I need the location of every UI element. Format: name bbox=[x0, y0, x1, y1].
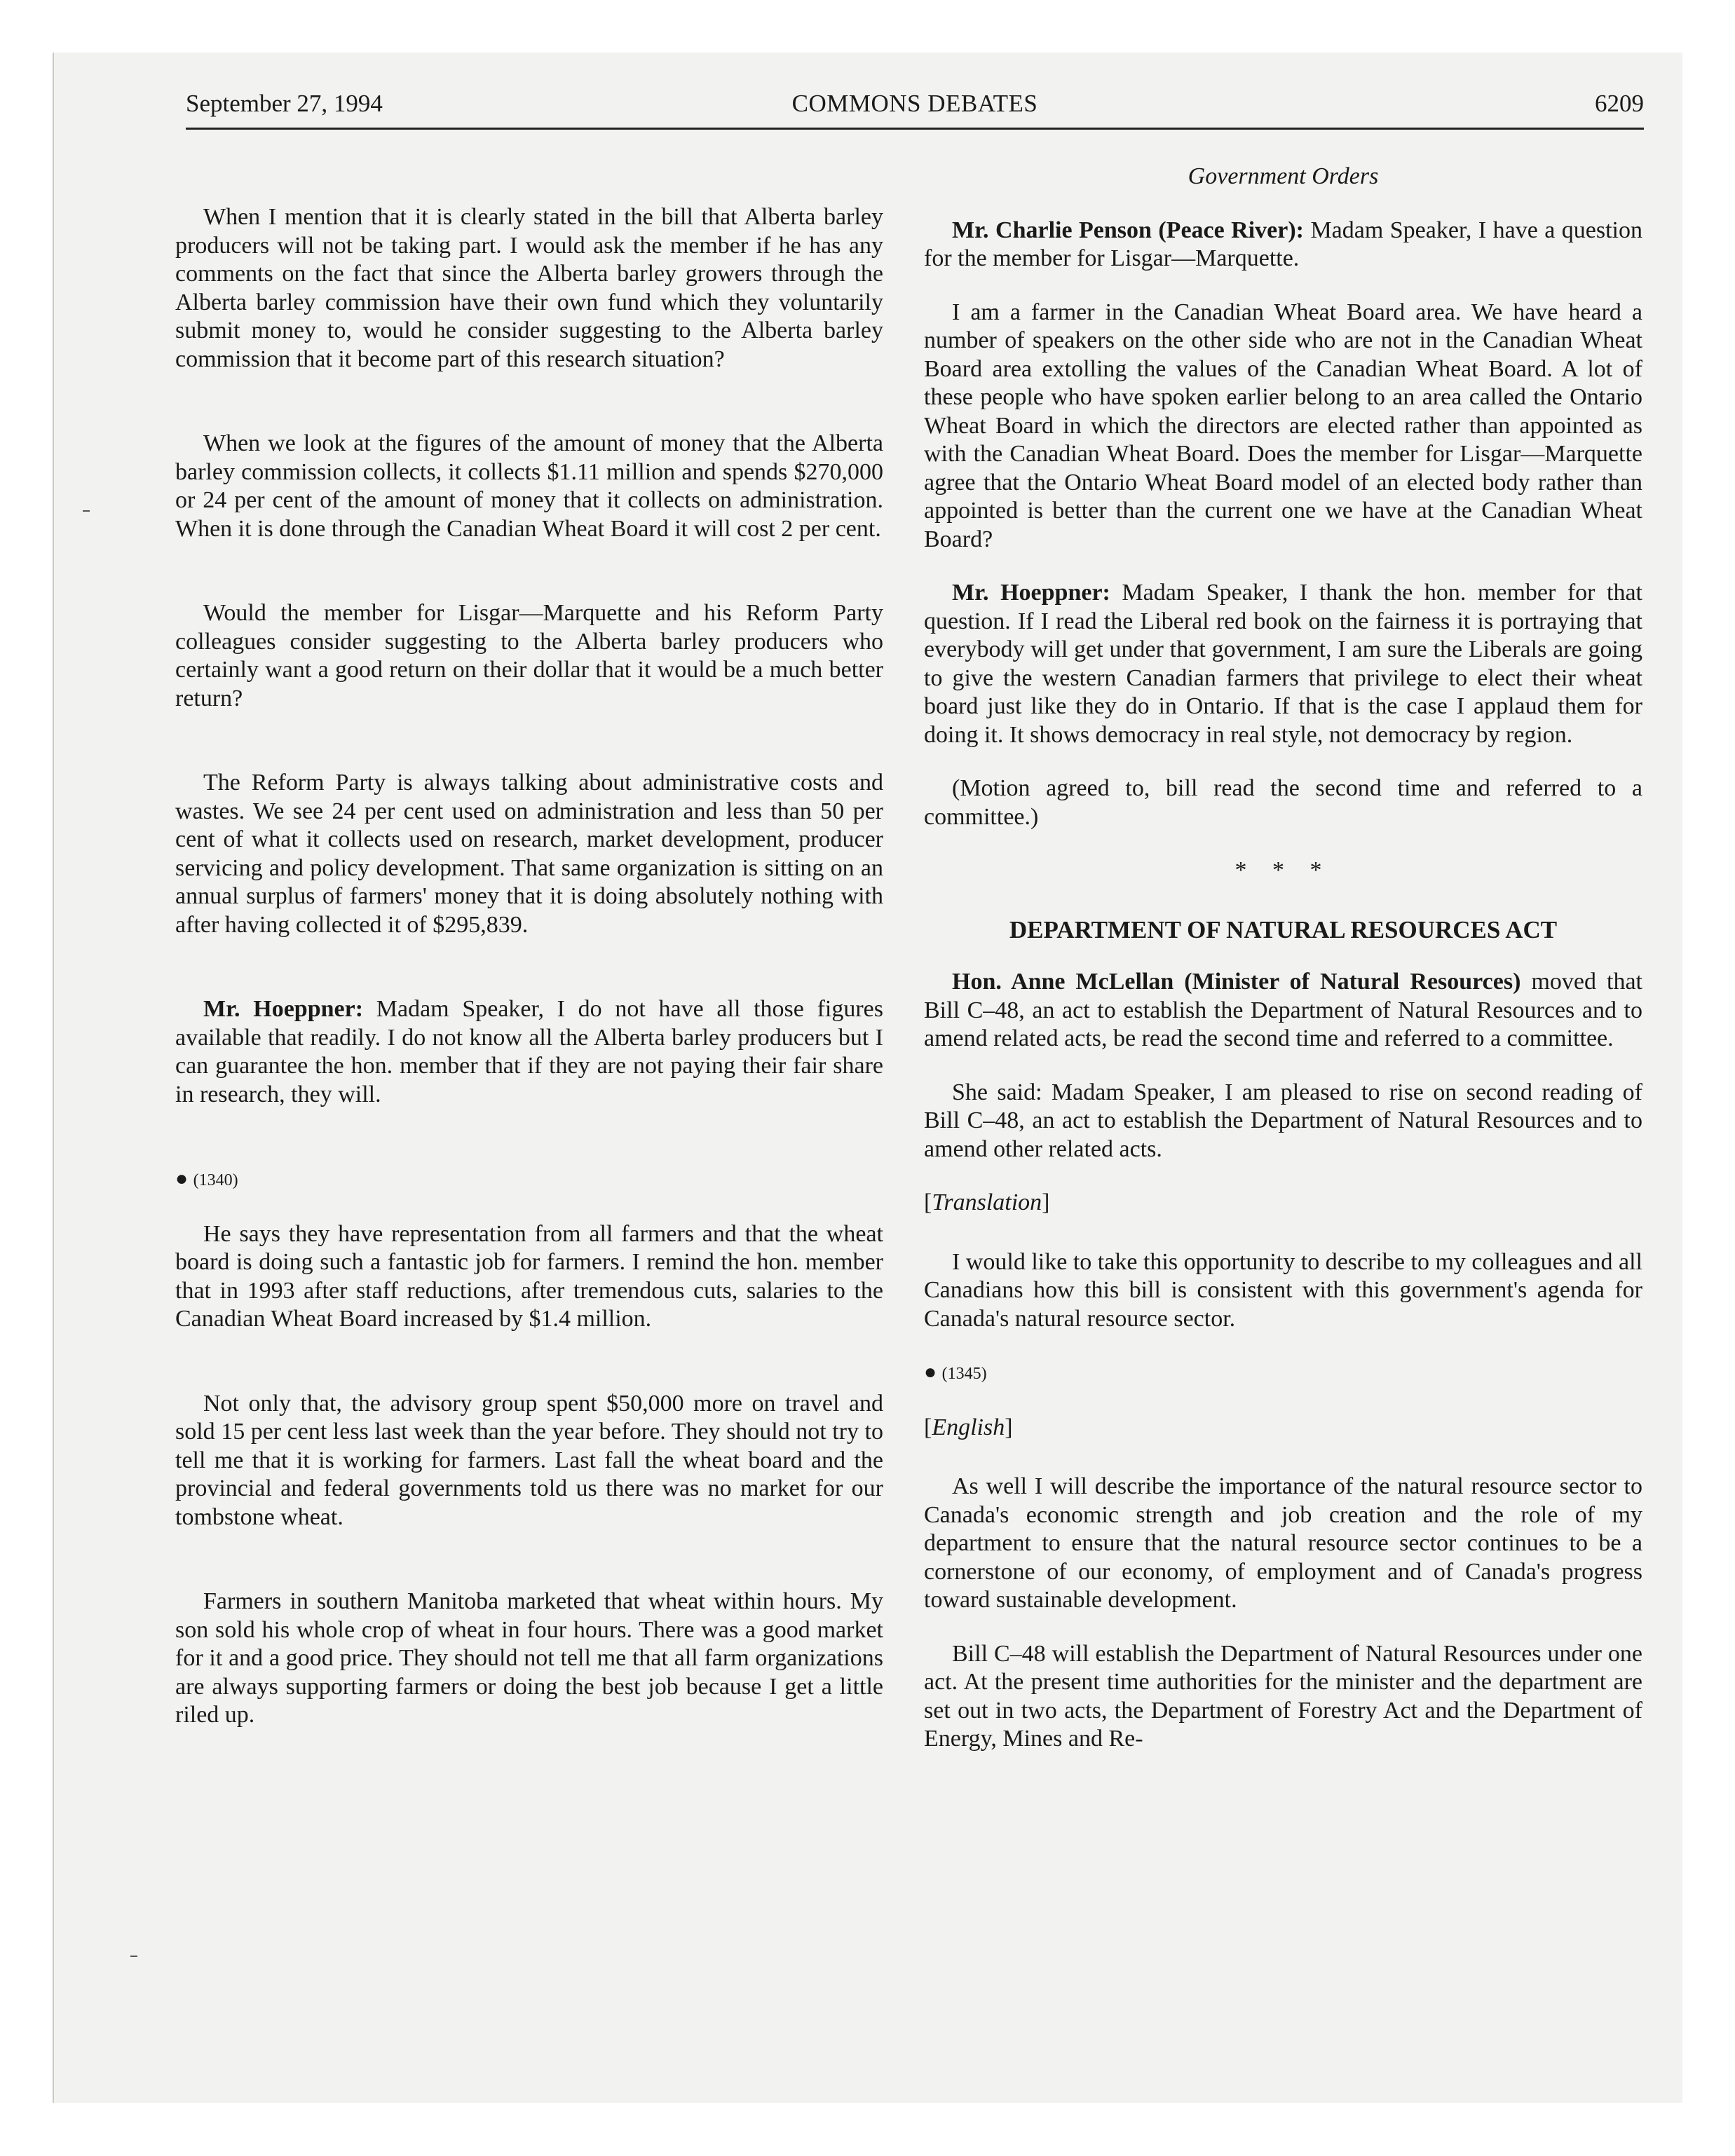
speech-text: Madam Speaker, I do not have all those figures available that readily. I do not know all the Alberta barley producers but I can guarantee the hon. member that if they are not paying their fair share in research, they will. bbox=[175, 996, 883, 1107]
language-note-text: English bbox=[932, 1414, 1005, 1440]
language-note: [Translation] bbox=[924, 1189, 1050, 1215]
speech-paragraph bbox=[924, 217, 1642, 273]
speaker-name: Mr. Hoeppner: bbox=[203, 996, 364, 1022]
speaker-name: Hon. Anne McLellan (Minister of Natural Resources) bbox=[952, 969, 1521, 995]
paragraph: Farmers in southern Manitoba marketed that wheat within hours. My son sold his whole crop of wheat in four hours. There was a good market for it and a good price. They should not tell me that all farm organizations are always supporting farmers or doing the best job because I get a little riled up. bbox=[175, 1588, 883, 1728]
section-label: Government Orders bbox=[1188, 163, 1379, 189]
paragraph: When I mention that it is clearly stated in the bill that Alberta barley producers will not be taking part. I would ask the member if he has any comments on the fact that since the Alberta barley growers through the Alberta barley commission have their own fund which they voluntarily submit money to, would he consider suggesting to the Alberta barley commission that it become part of this research situation? bbox=[175, 204, 883, 372]
page-header bbox=[186, 86, 1644, 128]
time-marker bbox=[175, 1165, 883, 1195]
section-separator: * * * bbox=[1234, 857, 1332, 883]
speech-text: Madam Speaker, I have a question for the member for Lisgar—Marquette. bbox=[924, 217, 1643, 271]
header-date: September 27, 1994 bbox=[186, 90, 383, 117]
paragraph: He says they have representation from all farmers and that the wheat board is doing such a fantastic job for farmers. I remind the hon. member that in 1993 after staff reductions, after tremendous cuts, salaries to the Canadian Wheat Board increased by $1.4 million. bbox=[175, 1220, 883, 1332]
paragraph: The Reform Party is always talking about administrative costs and wastes. We see 24 per cent used on administration and less than 50 per cent of what it collects used on research, market development, producer servicing and policy development. That same organization is sitting on an annual surplus of farmers' money that it is doing absolutely nothing with after having collected it of $295,839. bbox=[175, 770, 883, 938]
paragraph: Would the member for Lisgar—Marquette and his Reform Party colleagues consider suggesting to the Alberta barley producers who certainly want a good return on their dollar that it would be a much better return? bbox=[175, 600, 883, 711]
paragraph: When we look at the figures of the amount of money that the Alberta barley commission collects, it collects $1.11 million and spends $270,000 or 24 per cent of the amount of money that it collects on administration. When it is done through the Canadian Wheat Board it will cost 2 per cent. bbox=[175, 430, 883, 542]
header-rule bbox=[186, 128, 1644, 130]
speaker-name: Mr. Charlie Penson (Peace River): bbox=[952, 217, 1304, 243]
margin-mark bbox=[83, 510, 90, 512]
paragraph: She said: Madam Speaker, I am pleased to rise on second reading of Bill C–48, an act to establish the Department of Natural Resources and to amend other related acts. bbox=[924, 1079, 1642, 1162]
bullet-icon: ● bbox=[924, 1360, 942, 1384]
speech-paragraph bbox=[175, 995, 883, 1109]
header-page-number: 6209 bbox=[1595, 90, 1644, 117]
speech-text: Madam Speaker, I thank the hon. member for that question. If I read the Liberal red book on the fairness it is portraying that everybody will get under that government, I am sure the Liberals are going to give the western Canadian farmers that privilege to elect their wheat board just like they do in Ontario. If that is the case I applaud them for doing it. It shows democracy in real style, not democracy by region. bbox=[924, 580, 1642, 748]
speaker-name: Mr. Hoeppner: bbox=[952, 580, 1110, 606]
speech-paragraph bbox=[924, 579, 1642, 749]
bullet-icon: ● bbox=[175, 1167, 193, 1190]
language-note: [English] bbox=[924, 1414, 1013, 1440]
section-heading: DEPARTMENT OF NATURAL RESOURCES ACT bbox=[1009, 915, 1558, 943]
paragraph: (Motion agreed to, bill read the second time and referred to a committee.) bbox=[924, 775, 1642, 830]
speech-text: moved that Bill C–48, an act to establish the Department of Natural Resources and to amend related acts, be read the second time and referred to a committee. bbox=[924, 969, 1643, 1051]
time-marker-text: (1340) bbox=[193, 1171, 238, 1189]
margin-mark bbox=[130, 1956, 137, 1957]
left-column bbox=[175, 203, 883, 1786]
paragraph: Bill C–48 will establish the Department of Natural Resources under one act. At the present time authorities for the minister and the department are set out in two acts, the Department of Forestry Act and the Department of Energy, Mines and Re- bbox=[924, 1640, 1642, 1752]
paragraph: I would like to take this opportunity to describe to my colleagues and all Canadians how this bill is consistent with this government's agenda for Canada's natural resource sector. bbox=[924, 1248, 1642, 1332]
language-note-text: Translation bbox=[932, 1189, 1042, 1215]
right-column bbox=[924, 163, 1642, 1779]
paragraph: I am a farmer in the Canadian Wheat Board area. We have heard a number of speakers on the other side who are not in the Canadian Wheat Board area extolling the values of the Canadian Wheat Board. A lot of these people who have spoken earlier belong to an area called the Ontario Wheat Board in which the directors are elected rather than appointed as with the Canadian Wheat Board. Does the member for Lisgar—Marquette agree that the Ontario Wheat Board model of an elected body rather than appointed is better than the current one we have at the Canadian Wheat Board? bbox=[924, 299, 1642, 552]
time-marker bbox=[924, 1358, 1642, 1389]
paragraph: Not only that, the advisory group spent $50,000 more on travel and sold 15 per cent less last week than the year before. They should not try to tell me that it is working for farmers. Last fall the wheat board and the provincial and federal governments told us there was no market for our tombstone wheat. bbox=[175, 1390, 883, 1530]
header-publication: COMMONS DEBATES bbox=[791, 90, 1038, 117]
paragraph: As well I will describe the importance of the natural resource sector to Canada's economic strength and job creation and the role of my department to ensure that the natural resource sector continues to be a cornerstone of our economy, of employment and of Canada's progress toward sustainable development. bbox=[924, 1473, 1642, 1613]
time-marker-text: (1345) bbox=[941, 1365, 987, 1383]
speech-paragraph bbox=[924, 968, 1642, 1053]
